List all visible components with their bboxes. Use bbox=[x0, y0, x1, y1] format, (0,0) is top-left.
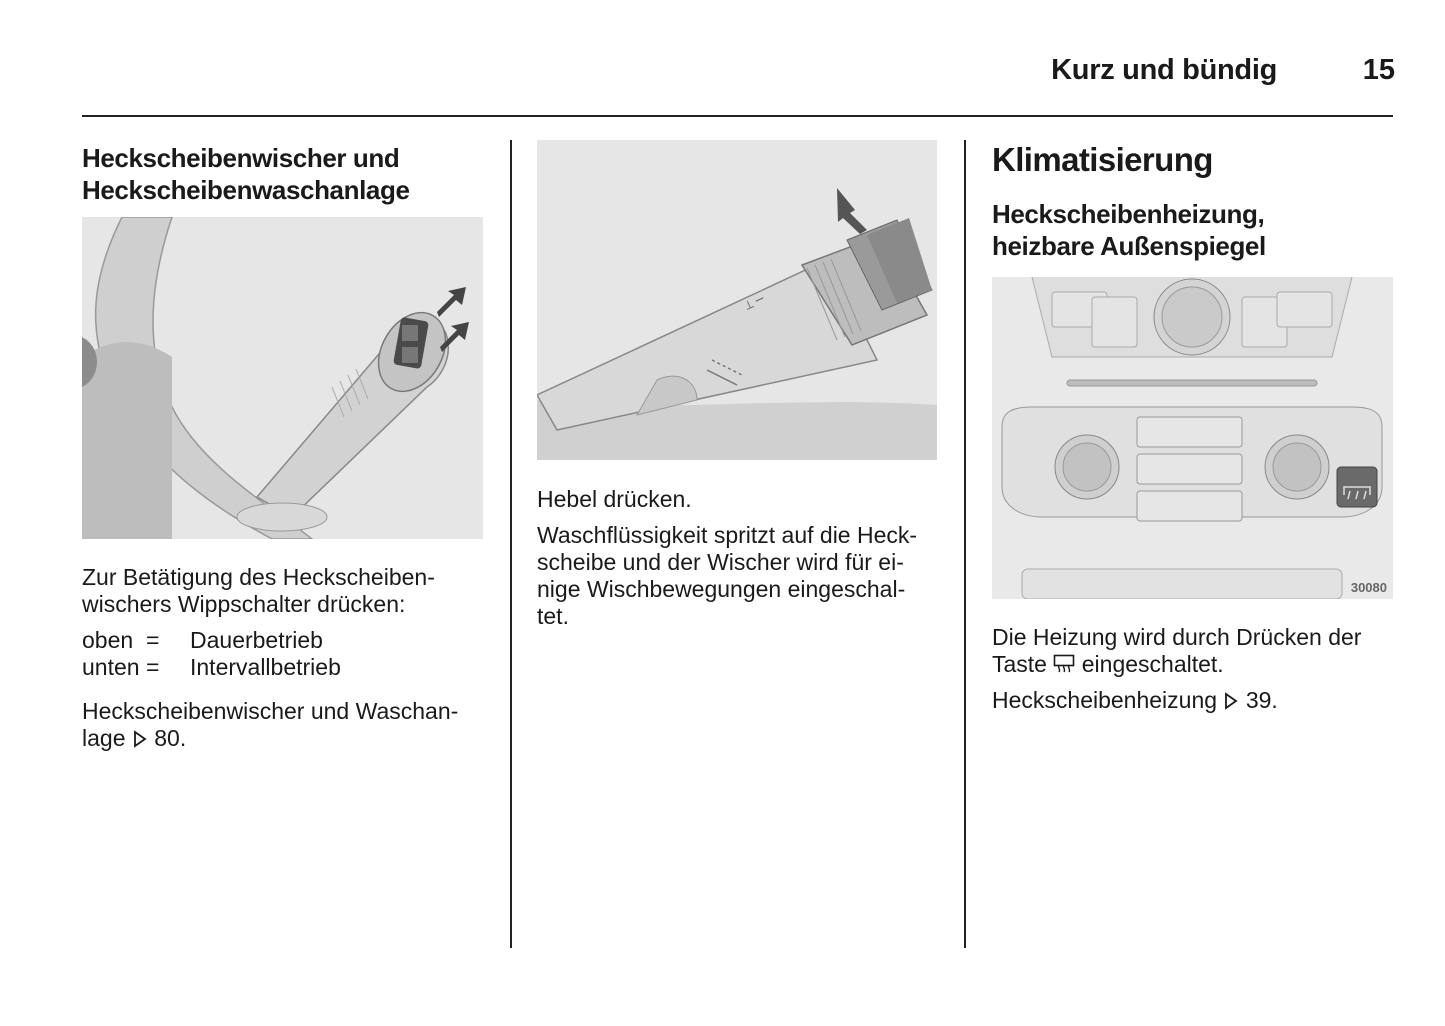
column-divider-2 bbox=[964, 140, 966, 948]
column-divider-1 bbox=[510, 140, 512, 948]
page-reference-link[interactable]: 80. bbox=[154, 725, 187, 751]
position-eq: = bbox=[146, 627, 160, 653]
figure-wiper-lever bbox=[537, 140, 937, 460]
position-term: oben bbox=[82, 627, 134, 653]
header-divider bbox=[82, 115, 1393, 117]
svg-text:⟂ ⚊: ⟂ ⚊ bbox=[742, 291, 767, 313]
rocker-switch-illustration bbox=[82, 217, 483, 539]
page-reference-arrow-icon bbox=[1223, 687, 1245, 713]
page-reference-arrow-icon bbox=[132, 725, 154, 751]
position-term: unten bbox=[82, 654, 140, 680]
switch-positions-list bbox=[82, 627, 492, 681]
washer-description: Waschflüssigkeit spritzt auf die Heck- scheibe und der Wischer wird für ei- nige Wischbewegungen eingeschal- tet. bbox=[537, 522, 918, 629]
subsection-heading-heating: Heckscheibenheizung, heizbare Außenspiegel bbox=[992, 199, 1266, 261]
climate-panel-illustration bbox=[992, 277, 1393, 599]
position-eq: = bbox=[146, 654, 160, 680]
page-number: 15 bbox=[1362, 54, 1395, 86]
position-desc: Dauerbetrieb bbox=[190, 627, 323, 653]
cross-reference-paragraph: Heckscheibenwischer und Waschan- lage 80. bbox=[82, 698, 459, 751]
column-climate-text bbox=[992, 624, 1402, 714]
column-rear-wiper bbox=[82, 142, 492, 206]
column-rear-wiper-text bbox=[82, 564, 492, 752]
heating-description: Die Heizung wird durch Drücken der Taste eingeschaltet. bbox=[992, 624, 1362, 677]
cross-reference-paragraph: Heckscheibenheizung 39. bbox=[992, 687, 1278, 713]
column-wiper-lever-text bbox=[537, 486, 947, 630]
instruction-text: Hebel drücken. bbox=[537, 486, 692, 512]
figure-number: 30080 bbox=[1350, 580, 1387, 595]
rear-window-heating-icon bbox=[1053, 651, 1081, 677]
intro-paragraph: Zur Betätigung des Heckscheiben- wischers Wippschalter drücken: bbox=[82, 564, 435, 617]
figure-rocker-switch bbox=[82, 217, 483, 539]
section-title-climate: Klimatisierung bbox=[992, 141, 1213, 178]
page-reference-link[interactable]: 39. bbox=[1245, 687, 1278, 713]
figure-climate-panel bbox=[992, 277, 1393, 599]
position-desc: Intervallbetrieb bbox=[190, 654, 341, 680]
running-header-title: Kurz und bündig bbox=[1051, 54, 1277, 86]
wiper-lever-illustration bbox=[537, 140, 937, 460]
section-heading-rear-wiper: Heckscheibenwischer und Heckscheibenwaschanlage bbox=[82, 143, 410, 205]
column-climate bbox=[992, 140, 1402, 262]
